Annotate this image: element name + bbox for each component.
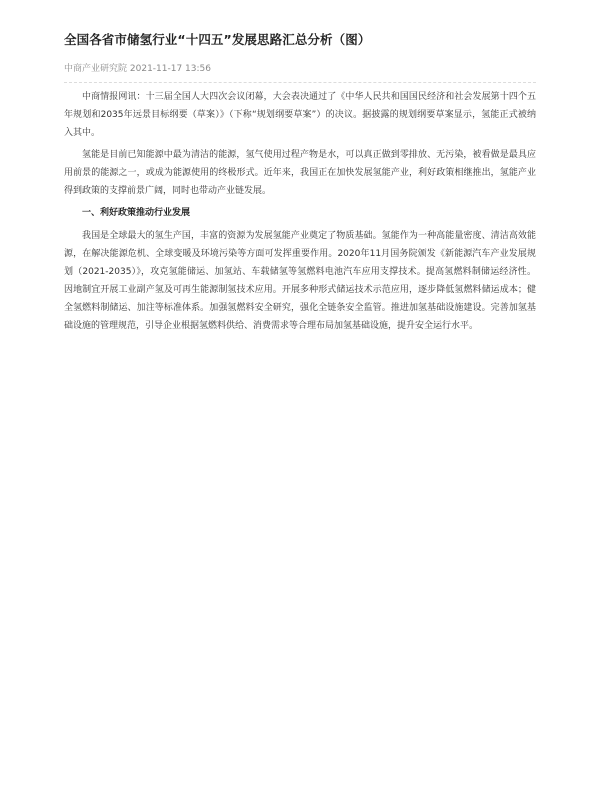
meta-divider [64, 82, 536, 83]
paragraph-hydrogen: 氢能是目前已知能源中最为清洁的能源，氢气使用过程产物是水，可以真正做到零排放、无污染，被看做是最具应用前景的能源之一，或成为能源使用的终极形式。近年来，我国正在加快发展氢能产业，利好政策相继推出，氢能产业得到政策的支撑前景广阔，同时也带动产业链发展。 [64, 150, 536, 196]
paragraph-intro: 中商情报网讯：十三届全国人大四次会议闭幕，大会表决通过了《中华人民共和国国民经济和社会发展第十四个五年规划和2035年远景目标纲要（草案）》（下称“规划纲要草案”）的决议。据披露的规划纲要草案显示，氢能正式被纳入其中。 [64, 92, 536, 138]
article-source: 中商产业研究院 [64, 64, 128, 74]
section-heading: 一、利好政策推动行业发展 [82, 208, 191, 218]
paragraph-policy: 我国是全球最大的氢生产国，丰富的资源为发展氢能产业奠定了物质基础。氢能作为一种高能量密度、清洁高效能源，在解决能源危机、全球变暖及环境污染等方面可发挥重要作用。2020年11月国务院颁发《新能源汽车产业发展规划（2021-2035）》，攻克氢能储运、加氢站、车载储氢等氢燃料电池汽车应用支撑技术。提高氢燃料制储运经济性。因地制宜开展工业副产氢及可再生能源制氢技术应用。开展多种形式储运技术示范应用，逐步降低氢燃料储运成本；健全氢燃料制储运、加注等标准体系。加强氢燃料安全研究，强化全链条安全监管。推进加氢基础设施建设。完善加氢基础设施的管理规范，引导企业根据氢燃料供给、消费需求等合理布局加氢基础设施，提升安全运行水平。 [64, 231, 536, 331]
article-body [64, 88, 536, 335]
article-date: 2021-11-17 13:56 [129, 64, 211, 74]
article [64, 30, 536, 339]
article-title: 全国各省市储氢行业“十四五”发展思路汇总分析（图） [64, 32, 371, 47]
article-meta [64, 62, 536, 76]
